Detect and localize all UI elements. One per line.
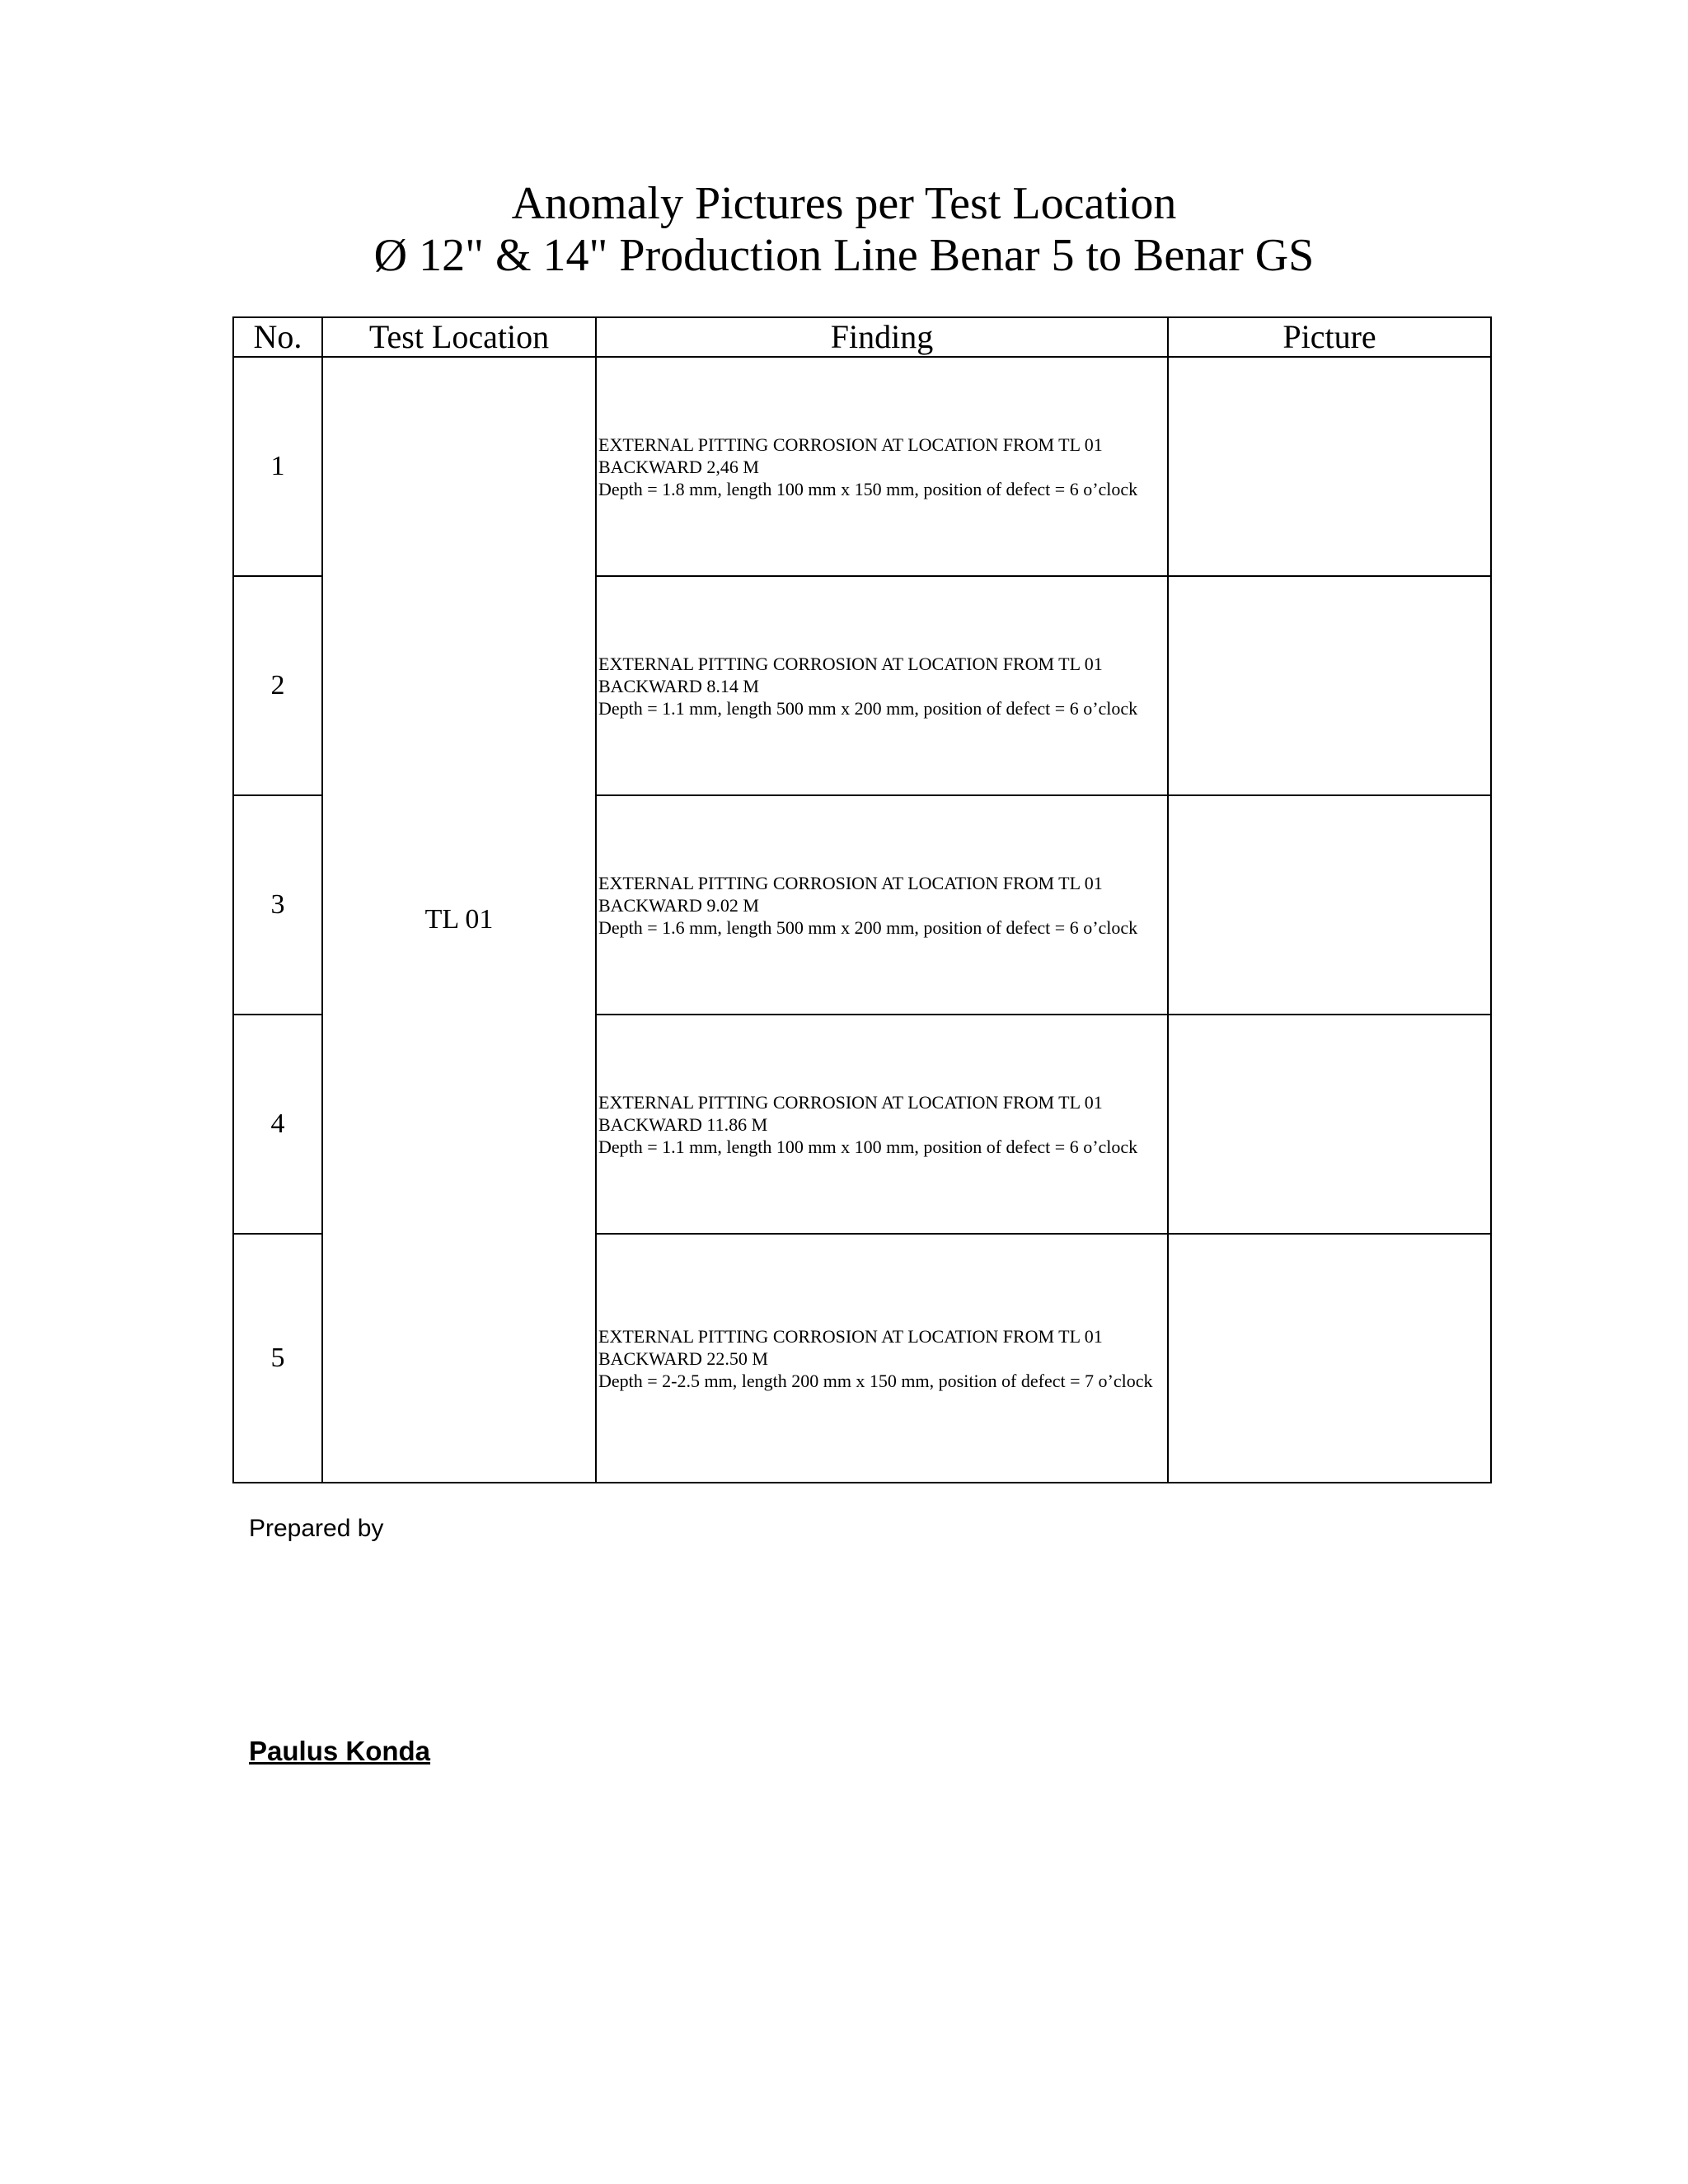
finding-cell — [596, 1015, 1168, 1234]
finding-distance: BACKWARD 8.14 M — [598, 675, 759, 696]
test-location-cell: TL 01 — [322, 357, 596, 1483]
header-test-location: Test Location — [322, 317, 596, 357]
finding-cell — [596, 357, 1168, 576]
document-subtitle: Ø 12" & 14" Production Line Benar 5 to Benar GS — [373, 230, 1315, 281]
finding-distance: BACKWARD 9.02 M — [598, 894, 759, 916]
finding-depth: Depth = 1.1 mm, length 500 mm x 200 mm, position of defect = 6 o’clock — [598, 697, 1138, 719]
header-no: No. — [233, 317, 322, 357]
anomaly-table — [232, 316, 1492, 1483]
picture-cell — [1168, 795, 1491, 1015]
finding-title: EXTERNAL PITTING CORROSION AT LOCATION FROM TL 01 — [598, 872, 1103, 893]
row-number: 4 — [233, 1015, 322, 1234]
finding-distance: BACKWARD 11.86 M — [598, 1113, 768, 1135]
picture-cell — [1168, 357, 1491, 576]
row-number: 1 — [233, 357, 322, 576]
finding-title: EXTERNAL PITTING CORROSION AT LOCATION FROM TL 01 — [598, 1091, 1103, 1113]
finding-cell — [596, 795, 1168, 1015]
finding-depth: Depth = 1.6 mm, length 500 mm x 200 mm, position of defect = 6 o’clock — [598, 916, 1138, 938]
row-number: 2 — [233, 576, 322, 795]
picture-cell — [1168, 1015, 1491, 1234]
prepared-by-label: Prepared by — [249, 1515, 384, 1542]
picture-cell — [1168, 1234, 1491, 1483]
finding-depth: Depth = 1.8 mm, length 100 mm x 150 mm, position of defect = 6 o’clock — [598, 478, 1138, 499]
header-picture: Picture — [1168, 317, 1491, 357]
row-number: 3 — [233, 795, 322, 1015]
finding-title: EXTERNAL PITTING CORROSION AT LOCATION FROM TL 01 — [598, 653, 1103, 674]
picture-cell — [1168, 576, 1491, 795]
finding-depth: Depth = 1.1 mm, length 100 mm x 100 mm, position of defect = 6 o’clock — [598, 1136, 1138, 1157]
finding-cell — [596, 576, 1168, 795]
finding-title: EXTERNAL PITTING CORROSION AT LOCATION FROM TL 01 — [598, 434, 1103, 455]
document-title: Anomaly Pictures per Test Location — [511, 178, 1177, 229]
finding-cell — [596, 1234, 1168, 1483]
header-finding: Finding — [596, 317, 1168, 357]
signer-name: Paulus Konda — [249, 1736, 431, 1766]
finding-depth: Depth = 2-2.5 mm, length 200 mm x 150 mm, position of defect = 7 o’clock — [598, 1370, 1153, 1391]
finding-distance: BACKWARD 2,46 M — [598, 456, 759, 477]
finding-title: EXTERNAL PITTING CORROSION AT LOCATION FROM TL 01 — [598, 1325, 1103, 1347]
row-number: 5 — [233, 1234, 322, 1483]
finding-distance: BACKWARD 22.50 M — [598, 1347, 768, 1369]
table-header-row — [233, 317, 1491, 357]
table-row — [233, 357, 1491, 576]
